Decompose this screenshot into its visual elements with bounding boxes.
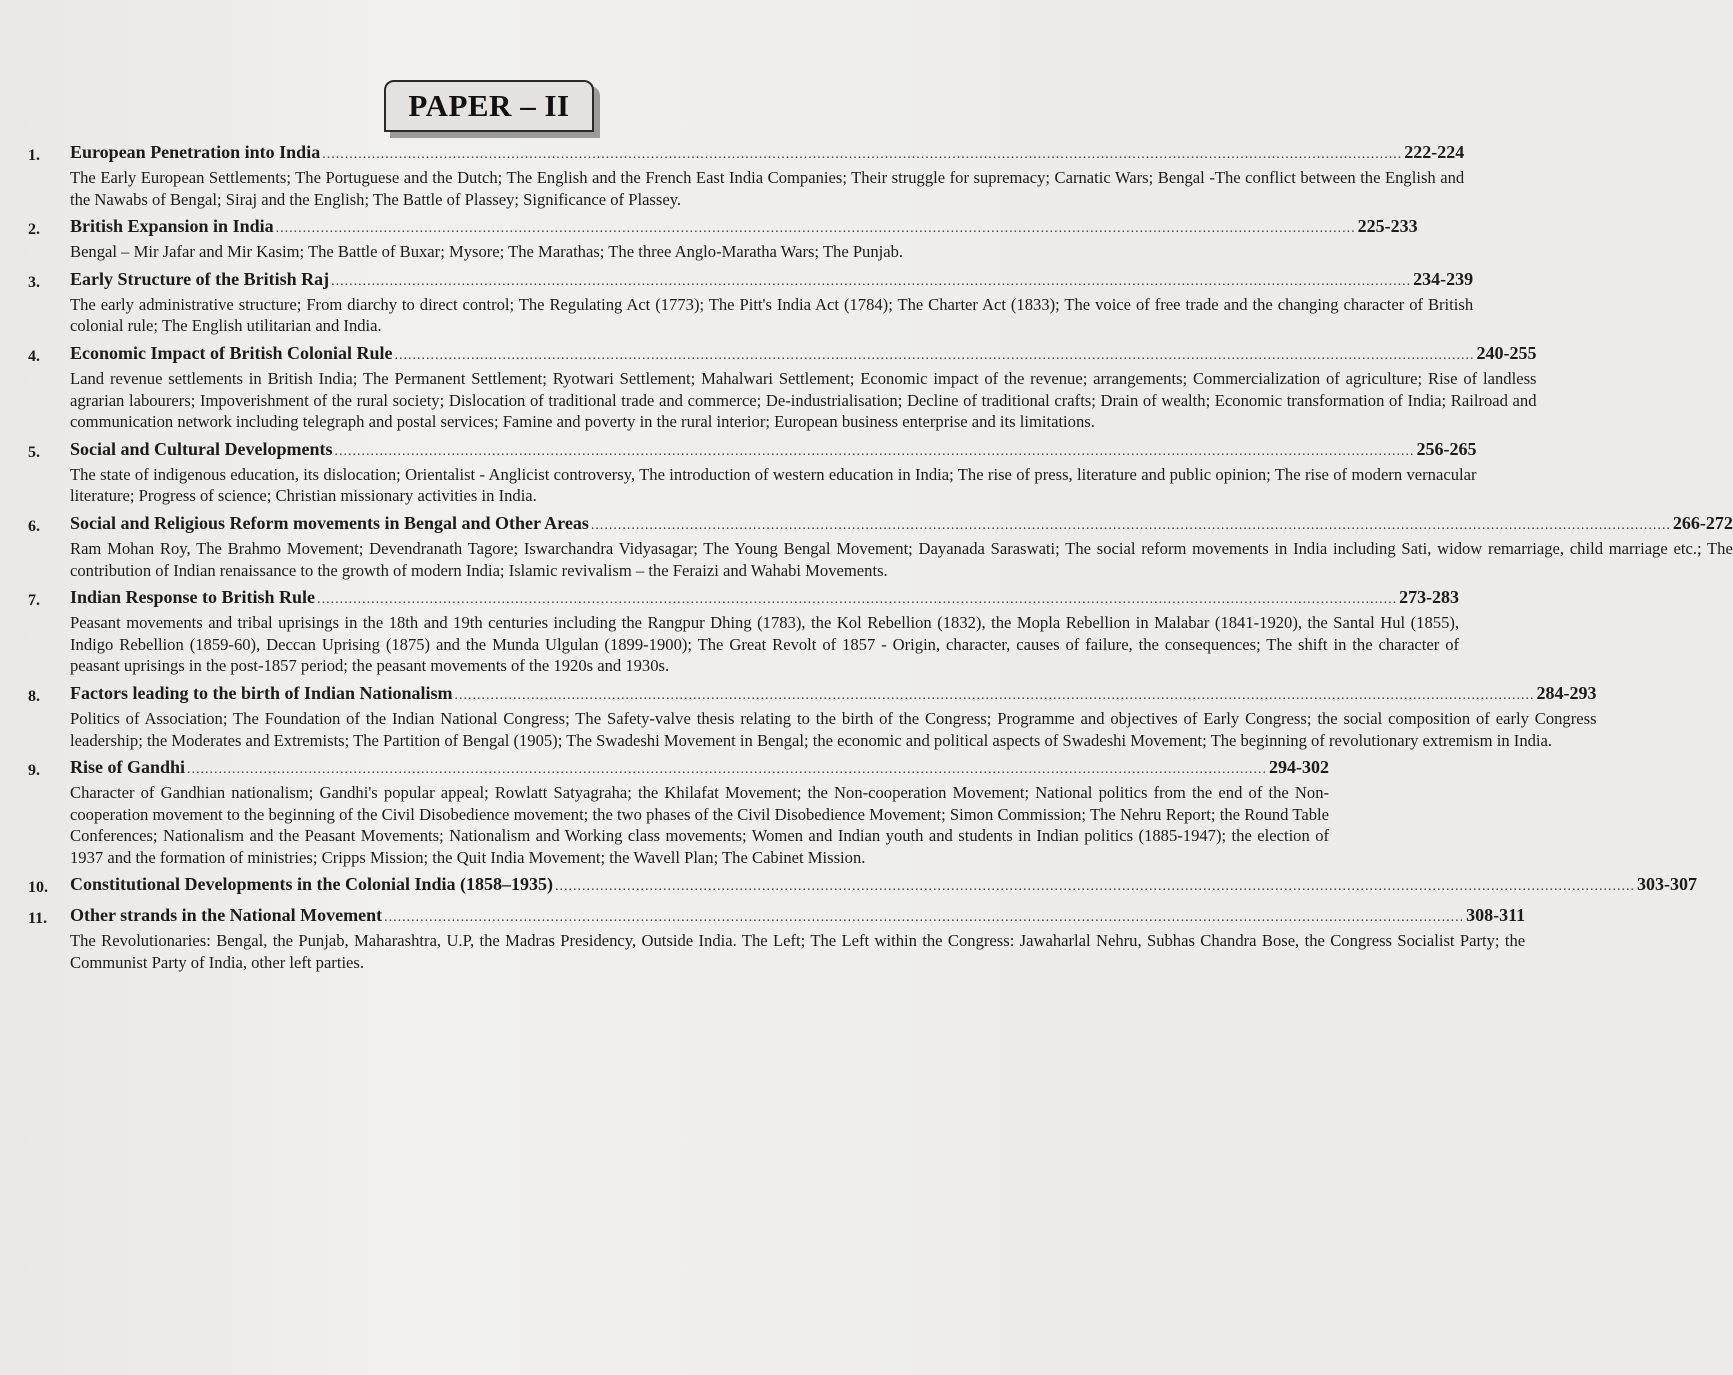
entry-page-range: 284-293 (1536, 682, 1597, 703)
entry-number: 1. (28, 147, 40, 164)
entry-heading-row (70, 681, 1597, 708)
entry-heading-row (70, 872, 1697, 899)
entry-title: Social and Cultural Developments (70, 438, 333, 459)
entry-description: The state of indigenous education, its dislocation; Orientalist - Anglicist controversy, The introduction of western education in India; The rise of press, literature and public opinion; The rise of modern vernacular literature; Progress of science; Christian missionary activities in India. (70, 464, 1477, 506)
toc-entry (28, 214, 1418, 263)
dot-leader (317, 588, 1397, 612)
entry-heading-row (70, 140, 1464, 167)
entry-page-range: 256-265 (1416, 438, 1477, 459)
toc-entry (28, 681, 1597, 751)
dot-leader (455, 684, 1535, 708)
entry-title: Factors leading to the birth of Indian Nationalism (70, 682, 453, 703)
entry-page-range: 234-239 (1413, 268, 1474, 289)
dot-leader (187, 758, 1267, 782)
entry-title: Constitutional Developments in the Colonial India (1858–1935) (70, 874, 554, 895)
entry-title: Social and Religious Reform movements in Bengal and Other Areas (70, 512, 589, 533)
page-title: PAPER – II (408, 88, 570, 123)
entry-body (70, 341, 1537, 433)
entry-title: Other strands in the National Movement (70, 905, 383, 926)
toc-entry (28, 511, 1733, 581)
entry-body (70, 214, 1418, 263)
entry-description: Politics of Association; The Foundation of the Indian National Congress; The Safety-valve thesis relating to the birth of the Congress; Programme and objectives of Early Congress; the social composition of early Congress leadership; the Moderates and Extremists; The Partition of Bengal (1905); The Swadeshi Movement in Bengal; the economic and political aspects of Swadeshi Movement; The beginning of revolutionary extremism in India. (70, 708, 1597, 750)
dot-leader (384, 906, 1464, 930)
entry-page-range: 294-302 (1269, 757, 1330, 778)
paper-title-box (384, 80, 594, 132)
entry-body (70, 585, 1459, 677)
dot-leader (591, 514, 1671, 538)
entry-body (70, 681, 1597, 751)
entry-title: Indian Response to British Rule (70, 587, 316, 608)
entry-page-range: 225-233 (1357, 216, 1418, 237)
entry-body (70, 437, 1477, 507)
entry-number: 8. (28, 687, 40, 705)
entry-number: 10. (28, 879, 48, 897)
entry-description: The Revolutionaries: Bengal, the Punjab, Maharashtra, U.P, the Madras Presidency, Outside India. The Left; The Left within the Congress: Jawaharlal Nehru, Subhas Chandra Bose, the Congress Socialist Party; the Communist Party of India, other left parties. (70, 931, 1526, 973)
toc-entry (28, 437, 1477, 507)
entry-heading-row (70, 755, 1329, 782)
entry-heading-row (70, 903, 1525, 930)
entry-body (70, 755, 1329, 868)
toc-entry (28, 872, 1698, 899)
dot-leader (555, 875, 1635, 899)
entry-heading-row (70, 511, 1733, 538)
entry-title: European Penetration into India (70, 142, 321, 162)
entry-title: British Expansion in India (70, 216, 274, 237)
entry-description: Land revenue settlements in British India; The Permanent Settlement; Ryotwari Settlement; Mahalwari Settlement; Economic impact of the revenue; arrangements; Commercialization of agriculture; Rise of landless agrarian labourers; Impoverishment of the rural society; Dislocation of traditional trade and commerce; De-industrialisation; Decline of traditional crafts; Drain of wealth; Economic transformation of India; Railroad and communication network including telegraph and postal services; Famine and poverty in the rural interior; European business enterprise and its limitations. (70, 368, 1537, 432)
entry-description: Ram Mohan Roy, The Brahmo Movement; Devendranath Tagore; Iswarchandra Vidyasagar; The Young Bengal Movement; Dayanada Saraswati; The social reform movements in India including Sati, widow remarriage, child marriage etc.; The contribution of Indian renaissance to the growth of modern India; Islamic revivalism – the Feraizi and Wahabi Movements. (70, 538, 1733, 580)
entry-page-range: 222-224 (1404, 142, 1465, 162)
entry-number: 11. (28, 910, 48, 928)
entry-heading-row (70, 437, 1477, 464)
entry-page-range: 266-272 (1672, 512, 1733, 533)
entry-page-range: 303-307 (1637, 874, 1698, 895)
entry-heading-row (70, 341, 1537, 368)
dot-leader (335, 440, 1415, 464)
entry-description: Bengal – Mir Jafar and Mir Kasim; The Battle of Buxar; Mysore; The Marathas; The three Anglo-Maratha Wars; The Punjab. (70, 242, 904, 262)
toc-entry (28, 341, 1537, 433)
toc-entry (28, 140, 1465, 210)
entry-heading-row (70, 267, 1473, 294)
table-of-contents (28, 140, 1733, 978)
dot-leader (276, 217, 1356, 241)
entry-number: 7. (28, 592, 40, 610)
entry-title: Early Structure of the British Raj (70, 268, 330, 289)
entry-description: Character of Gandhian nationalism; Gandhi's popular appeal; Rowlatt Satyagraha; the Khilafat Movement; the Non-cooperation Movement; National politics from the end of the Non-cooperation movement to the beginning of the Civil Disobedience movement; the two phases of the Civil Disobedience Movement; Simon Commission; The Nehru Report; the Round Table Conferences; Nationalism and the Peasant Movements; Nationalism and Working class movements; Women and Indian youth and students in Indian politics (1885-1947); the election of 1937 and the formation of ministries; Cripps Mission; the Quit India Movement; the Wavell Plan; The Cabinet Mission. (70, 783, 1330, 867)
entry-body (70, 903, 1525, 973)
toc-entry (28, 267, 1474, 337)
toc-entry (28, 585, 1460, 677)
entry-description: Peasant movements and tribal uprisings in the 18th and 19th centuries including the Rangpur Dhing (1783), the Kol Rebellion (1832), the Mopla Rebellion in Malabar (1841-1920), the Santal Hul (1855), Indigo Rebellion (1859-60), Deccan Uprising (1875) and the Munda Ulgulan (1899-1900); The Great Revolt of 1857 - Origin, character, causes of failure, the consequences; The shift in the character of peasant uprisings in the post-1857 period; the peasant movements of the 1920s and 1930s. (70, 613, 1460, 676)
entry-body (70, 511, 1733, 581)
entry-number: 4. (28, 347, 40, 365)
toc-entry (28, 755, 1330, 868)
entry-number: 6. (28, 517, 40, 535)
entry-page-range: 240-255 (1476, 342, 1537, 363)
entry-description: The Early European Settlements; The Portuguese and the Dutch; The English and the French East India Companies; Their struggle for supremacy; Carnatic Wars; Bengal -The conflict between the English and the Nawabs of Bengal; Siraj and the English; The Battle of Plassey; Significance of Plassey. (70, 168, 1465, 209)
entry-number: 3. (28, 273, 40, 291)
entry-number: 5. (28, 443, 40, 461)
title-frame (384, 80, 594, 132)
entry-heading-row (70, 214, 1418, 241)
entry-description: The early administrative structure; From diarchy to direct control; The Regulating Act (1773); The Pitt's India Act (1784); The Charter Act (1833); The voice of free trade and the changing character of British colonial rule; The English utilitarian and India. (70, 294, 1474, 336)
entry-body (70, 140, 1464, 210)
entry-number: 2. (28, 221, 40, 239)
dot-leader (331, 270, 1411, 294)
entry-number: 9. (28, 762, 40, 780)
entry-title: Economic Impact of British Colonial Rule (70, 342, 393, 363)
entry-body (70, 267, 1473, 337)
dot-leader (322, 143, 1402, 167)
entry-page-range: 273-283 (1399, 587, 1460, 608)
toc-entry (28, 903, 1526, 973)
entry-page-range: 308-311 (1466, 905, 1526, 926)
entry-title: Rise of Gandhi (70, 757, 186, 778)
entry-heading-row (70, 585, 1459, 612)
entry-body (70, 872, 1697, 899)
dot-leader (395, 344, 1475, 368)
